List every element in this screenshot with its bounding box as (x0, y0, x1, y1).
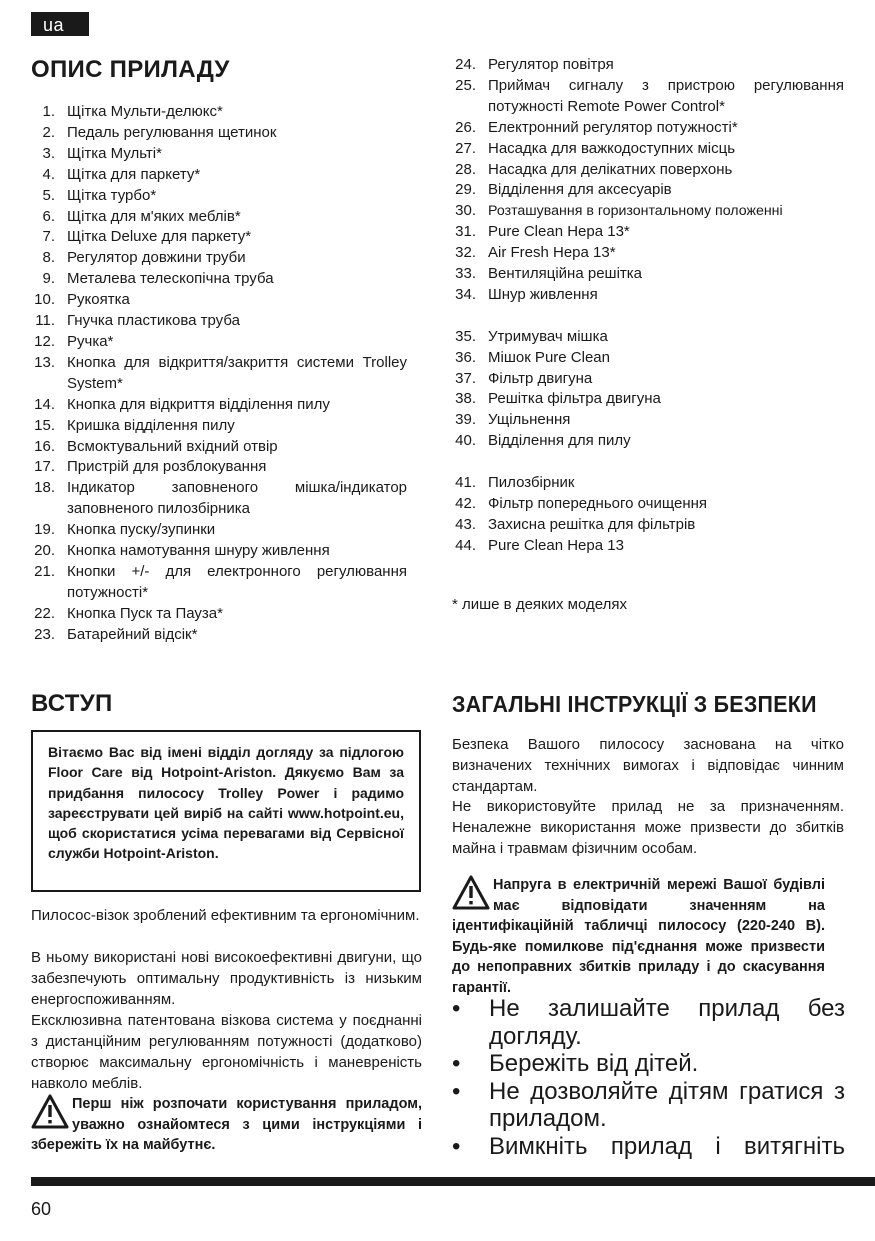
list-item: 44. Pure Clean Hepa 13 (455, 536, 624, 554)
intro-paragraph-1: Пилосос-візок зроблений ефективним та ергономічним. (31, 907, 420, 924)
section-title-safety: ЗАГАЛЬНІ ІНСТРУКЦІЇ З БЕЗПЕКИ (452, 691, 817, 717)
intro-paragraph-3: Ексклюзивна патентована візкова система у поєднанні з дистанційним регулюванням потужності (додатково) створює максимальну ергономічність і маневреність навколо меблів. (31, 1012, 422, 1092)
list-item: • Бережіть від дітей. (452, 1050, 699, 1078)
list-item: 32. Air Fresh Hepa 13* (455, 244, 616, 262)
list-item: 40. Відділення для пилу (455, 432, 631, 450)
list-item: 2. Педаль регулювання щетинок (42, 123, 277, 141)
list-item: 20. Кнопка намотування шнуру живлення (34, 542, 330, 560)
welcome-text: Вітаємо Вас від імені відділ догляду за підлогою Floor Care від Hotpoint-Ariston. Дякуємо Вам за придбання пилососу Trolley Power і радимо зареєструвати цей виріб на сайті www.hotpoint.eu, щоб скористатися усіма перевагами від Сервісної служби Hotpoint-Ariston. (48, 744, 404, 862)
list-item: 18. Індикатор заповненого мішка/індикатор заповненого пилозбірника (34, 479, 407, 518)
language-tab: ua (31, 12, 89, 36)
list-item: 13. Кнопка для відкриття/закриття системи Trolley System* (34, 353, 407, 392)
list-item: 24. Регулятор повітря (455, 56, 614, 73)
list-item: 35. Утримувач мішка (455, 327, 608, 345)
parts-list-col2 (452, 55, 844, 557)
list-item: 12. Ручка* (34, 332, 114, 350)
section-title-intro: ВСТУП (31, 690, 113, 717)
list-item: • Не залишайте прилад без догляду. (452, 995, 845, 1050)
list-item: 23. Батарейний відсік* (34, 625, 198, 643)
list-item: 34. Шнур живлення (455, 285, 598, 303)
list-item: 31. Pure Clean Hepa 13* (455, 223, 630, 241)
list-item: • Не дозволяйте дітям гратися з приладом. (452, 1077, 845, 1133)
list-item: 27. Насадка для важкодоступних місць (455, 139, 736, 157)
parts-list-col1 (31, 102, 407, 646)
list-item: 7. Щітка Deluxe для паркету* (42, 228, 252, 246)
list-item: 30. Розташування в горизонтальному положенні (455, 202, 783, 220)
list-item: 22. Кнопка Пуск та Пауза* (34, 604, 223, 622)
warning-triangle-icon (452, 875, 490, 911)
list-item: 8. Регулятор довжини труби (42, 249, 246, 267)
list-item: 39. Ущільнення (455, 411, 571, 429)
list-item: 25. Приймач сигналу з пристрою регулювання потужності Remote Power Control* (455, 76, 844, 115)
list-item: 37. Фільтр двигуна (455, 369, 593, 387)
list-item: 42. Фільтр попереднього очищення (455, 495, 708, 512)
list-item: 21. Кнопки +/- для електронного регулювання потужності* (34, 562, 407, 601)
safety-paragraph-1: Безпека Вашого пилососу заснована на чітко визначених технічних вимогах і відповідає чинним стандартам. (452, 736, 844, 795)
list-item: 15. Кришка відділення пилу (34, 416, 235, 434)
voltage-warning: Напруга в електричній мережі Вашої будівлі має відповідати значенням на ідентифікаційній табличці пилососу (220-240 В). Будь-яке помилкове під'єднання може призвести до непоправних збитків приладу і до скасування гарантії. (452, 877, 825, 996)
safety-paragraph-2: Не використовуйте прилад не за призначенням. Неналежне використання може призвести до збитків майна і травмам фізичним особам. (452, 798, 844, 857)
list-item: 10. Рукоятка (34, 291, 130, 309)
list-item: 19. Кнопка пуску/зупинки (34, 521, 216, 539)
list-item: 43. Захисна решітка для фільтрів (455, 515, 696, 533)
list-item: 29. Відділення для аксесуарів (455, 181, 672, 199)
list-item: • Вимкніть прилад і витягніть (452, 1132, 845, 1160)
footnote: * лише в деяких моделях (452, 596, 627, 613)
welcome-box (31, 730, 421, 892)
list-item: 9. Металева телескопічна труба (42, 270, 274, 288)
list-item: 33. Вентиляційна решітка (455, 265, 643, 283)
list-spacer (452, 306, 844, 327)
list-item: 5. Щітка турбо* (42, 186, 157, 204)
list-spacer (452, 452, 844, 473)
warning-triangle-icon (31, 1094, 69, 1130)
list-item: 6. Щітка для м'яких меблів* (42, 207, 241, 225)
list-item: 1. Щітка Мульти-делюкс* (42, 103, 223, 120)
list-item: 4. Щітка для паркету* (42, 165, 201, 183)
list-item: 3. Щітка Мульті* (42, 144, 162, 162)
list-item: 14. Кнопка для відкриття відділення пилу (34, 395, 330, 413)
section-title-description: ОПИС ПРИЛАДУ (31, 56, 230, 83)
list-item: 28. Насадка для делікатних поверхонь (455, 160, 733, 178)
list-item: 26. Електронний регулятор потужності* (455, 118, 738, 136)
footer-rule (31, 1177, 875, 1186)
intro-warning: Перш ніж розпочати користування приладом, уважно ознайомтеся з цими інструкціями і збережіть їх на майбутнє. (31, 1096, 422, 1153)
list-item: 38. Решітка фільтра двигуна (455, 390, 661, 408)
page-number: 60 (31, 1199, 52, 1219)
list-item: 36. Мішок Pure Clean (455, 348, 610, 366)
list-item: 11. Гнучка пластикова труба (35, 312, 240, 330)
intro-paragraph-2: В ньому використані нові високоефективні двигуни, що забезпечують оптимальну продуктивність із низьким енергоспоживанням. (31, 949, 422, 1008)
list-item: 16. Всмоктувальний вхідний отвір (34, 437, 278, 455)
list-item: 17. Пристрій для розблокування (34, 458, 267, 476)
list-item: 41. Пилозбірник (455, 474, 575, 492)
safety-bullet-list (452, 995, 845, 1161)
